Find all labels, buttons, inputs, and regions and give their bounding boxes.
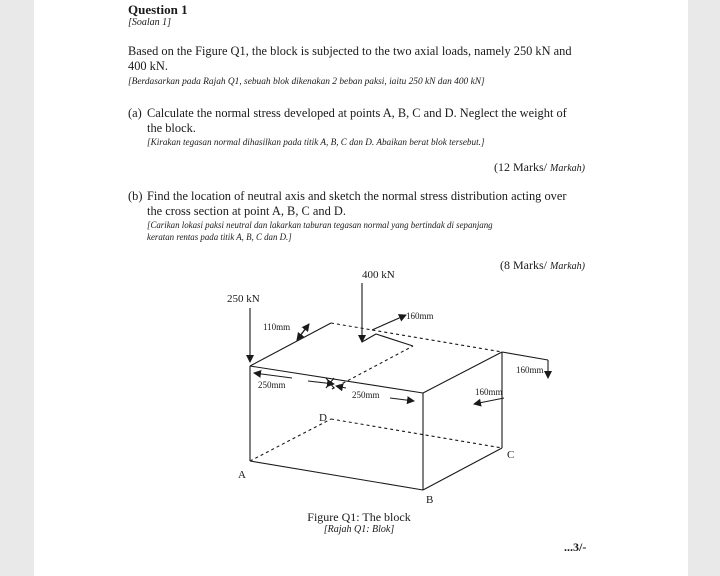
question-intro-line2: 400 kN.	[128, 59, 168, 73]
load-400-label: 400 kN	[362, 269, 395, 281]
block-right-bottom-edge	[423, 448, 502, 490]
point-b-label: B	[426, 494, 434, 506]
dim-250-mid-label: 250mm	[352, 390, 380, 400]
part-a-label: (a)	[128, 106, 142, 120]
block-figure	[34, 0, 688, 576]
point-d-label: D	[319, 412, 327, 424]
dim-250-left-arrow-a	[254, 373, 292, 378]
part-b-malay-line2: keratan rentas pada titik A, B, C dan D.]	[147, 232, 292, 242]
centre-line-transverse	[332, 346, 413, 389]
part-b-marks-ms: Markah)	[550, 261, 585, 272]
dim-160-right-label: 160mm	[516, 365, 544, 375]
dim-160-right-leader	[502, 352, 548, 360]
dim-250-mid-arrow-a	[336, 386, 346, 388]
dim-160-inner-arrow	[474, 398, 504, 404]
exam-page	[34, 0, 688, 576]
question-title-malay: [Soalan 1]	[128, 17, 172, 28]
point-a-label: A	[238, 469, 246, 481]
figure-caption: Figure Q1: The block	[307, 510, 411, 524]
part-a-marks-en: (12 Marks/	[494, 160, 547, 174]
figure-caption-malay: [Rajah Q1: Blok]	[323, 524, 395, 535]
block-front-bottom-edge	[250, 461, 423, 490]
part-b-line2: the cross section at point A, B, C and D.	[147, 204, 346, 218]
part-a-malay: [Kirakan tegasan normal dihasilkan pada titik A, B, C dan D. Abaikan berat blok tersebut.]	[147, 137, 485, 147]
block-top-back-edge-hidden	[331, 323, 502, 352]
question-intro-malay: [Berdasarkan pada Rajah Q1, sebuah blok dikenakan 2 beban paksi, iaitu 250 kN dan 400 kN]	[128, 77, 485, 87]
part-b-line1: Find the location of neutral axis and sketch the normal stress distribution acting over	[147, 189, 567, 203]
point-c-label: C	[507, 449, 515, 461]
question-intro-line1: Based on the Figure Q1, the block is subjected to the two axial loads, namely 250 kN and	[128, 44, 572, 58]
dim-160-top-arrow	[372, 315, 406, 330]
part-b-malay-line1: [Carikan lokasi paksi neutral dan lakarkan taburan tegasan normal yang bertindak di sepanjang	[147, 220, 493, 230]
part-a-line2: the block.	[147, 121, 196, 135]
dim-160-inner-label: 160mm	[475, 387, 503, 397]
dim-250-left-label: 250mm	[258, 380, 286, 390]
part-b-marks-en: (8 Marks/	[500, 258, 547, 272]
block-back-bottom-edge-hidden	[250, 419, 331, 461]
question-title: Question 1	[128, 2, 188, 17]
dim-250-mid-arrow-b	[390, 398, 414, 401]
part-a-line1: Calculate the normal stress developed at points A, B, C and D. Neglect the weight of	[147, 106, 567, 120]
load-250-label: 250 kN	[227, 293, 260, 305]
block-hidden-bottom-edge	[331, 419, 502, 448]
part-a-marks-ms: Markah)	[550, 163, 585, 174]
dim-160-top-label: 160mm	[406, 311, 434, 321]
page-continuation-marker: ...3/-	[564, 540, 587, 554]
dim-110-label: 110mm	[263, 322, 291, 332]
part-b-label: (b)	[128, 189, 143, 203]
